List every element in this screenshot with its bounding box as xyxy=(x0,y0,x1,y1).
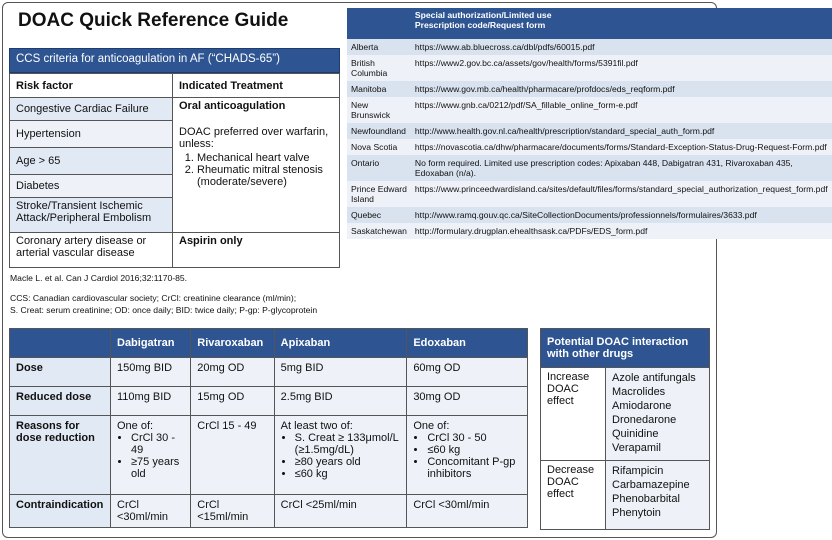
drug-item: Amiodarone xyxy=(612,400,672,412)
contraindication-value: CrCl <15ml/min xyxy=(191,495,274,528)
exception-item: 1. Mechanical heart valve xyxy=(197,152,333,164)
reason-item: • CrCl 30 - 49 xyxy=(131,432,184,456)
chads65-header: CCS criteria for anticoagulation in AF (“CHADS-65”) xyxy=(9,48,340,73)
drug-item: Azole antifungals xyxy=(612,372,696,384)
doac-dosing-table xyxy=(9,328,528,528)
risk-factor-header: Risk factor xyxy=(10,74,173,98)
reason-item: • S. Creat ≥ 133μmol/L (≥1.5mg/dL) xyxy=(295,432,401,456)
treatment-header: Indicated Treatment xyxy=(173,74,340,98)
province-name: Saskatchewan xyxy=(347,223,411,239)
reduced-dose-value: 15mg OD xyxy=(191,387,274,416)
province-name: Quebec xyxy=(347,207,411,223)
dose-value: 60mg OD xyxy=(407,358,528,387)
dose-header-blank xyxy=(10,329,111,358)
treatment-title: Oral anticoagulation xyxy=(179,100,286,112)
reasons-list xyxy=(413,432,521,480)
province-name: New Brunswick xyxy=(347,97,411,123)
reduced-dose-value: 30mg OD xyxy=(407,387,528,416)
interaction-header: Potential DOAC interaction with other drugs xyxy=(541,329,710,368)
citation: Macle L. et al. Can J Cardiol 2016;32:1170-85. xyxy=(10,273,188,283)
province-name: Newfoundland xyxy=(347,123,411,139)
dose-row-label: Dose xyxy=(10,358,111,387)
province-name: Manitoba xyxy=(347,81,411,97)
province-form-link[interactable]: http://www.health.gov.nl.ca/health/prescription/standard_special_auth_form.pdf xyxy=(411,123,832,139)
reduced-dose-value: 2.5mg BID xyxy=(274,387,407,416)
oral-anticoagulation-cell xyxy=(173,98,340,233)
drug-header-dabigatran: Dabigatran xyxy=(111,329,191,358)
treatment-exceptions xyxy=(179,152,333,188)
contraindication-value: CrCl <25ml/min xyxy=(274,495,407,528)
dabigatran-reasons xyxy=(111,416,191,495)
drug-item: Quinidine xyxy=(612,428,659,440)
dose-value: 20mg OD xyxy=(191,358,274,387)
reason-item: • ≤60 kg xyxy=(295,468,401,480)
contraindication-value: CrCl <30ml/min xyxy=(407,495,528,528)
dose-value: 150mg BID xyxy=(111,358,191,387)
apixaban-reasons xyxy=(274,416,407,495)
province-form-link[interactable]: https://www.ab.bluecross.ca/dbl/pdfs/60015.pdf xyxy=(411,39,832,55)
drug-item: Rifampicin xyxy=(612,465,664,477)
exception-item: 2. Rheumatic mitral stenosis (moderate/severe) xyxy=(197,164,333,188)
drug-header-apixaban: Apixaban xyxy=(274,329,407,358)
contraindication-value: CrCl <30ml/min xyxy=(111,495,191,528)
references xyxy=(10,272,345,316)
doac-interaction-table xyxy=(540,328,710,530)
risk-factor-item: Stroke/Transient Ischemic Attack/Peripheral Embolism xyxy=(10,198,173,233)
province-name: Alberta xyxy=(347,39,411,55)
decrease-drug-list xyxy=(606,461,710,530)
province-form-link[interactable]: http://www.ramq.gouv.qc.ca/SiteCollectionDocuments/professionnels/formulaires/3633.pdf xyxy=(411,207,832,223)
province-form-info: No form required. Limited use prescription codes: Apixaban 448, Dabigatran 431, Rivaroxaban 435, Edoxaban (n/a). xyxy=(411,155,832,181)
auth-header-blank xyxy=(347,8,411,39)
province-name: British Columbia xyxy=(347,55,411,81)
reason-item: • Concomitant P-gp inhibitors xyxy=(427,456,521,480)
reasons-list xyxy=(117,432,184,480)
drug-header-rivaroxaban: Rivaroxaban xyxy=(191,329,274,358)
increase-drug-list xyxy=(606,368,710,461)
drug-item: Phenobarbital xyxy=(612,493,680,505)
auth-header-line-2: Prescription code/Request form xyxy=(414,20,546,30)
province-form-link[interactable]: https://www.princeedwardisland.ca/sites/default/files/forms/standard_special_authorization_request_form.pdf xyxy=(411,181,832,207)
risk-factor-item: Diabetes xyxy=(10,175,173,198)
edoxaban-reasons xyxy=(407,416,528,495)
reasons-intro: One of: xyxy=(117,420,154,432)
auth-header-line-1: Special authorization/Limited use xyxy=(414,10,552,20)
abbreviations-line-2: S. Creat: serum creatinine; OD: once daily; BID: twice daily; P-gp: P-glycoprotein xyxy=(10,305,318,315)
drug-item: Dronedarone xyxy=(612,414,677,426)
drug-item: Macrolides xyxy=(612,386,666,398)
province-form-link[interactable]: https://novascotia.ca/dhw/pharmacare/documents/forms/Standard-Exception-Status-Drug-Request-Form.pdf xyxy=(411,139,832,155)
province-name: Ontario xyxy=(347,155,411,181)
authorization-table xyxy=(347,8,832,239)
dose-value: 5mg BID xyxy=(274,358,407,387)
contraindication-label: Contraindication xyxy=(10,495,111,528)
risk-factor-item: Age > 65 xyxy=(10,148,173,175)
drug-item: Phenytoin xyxy=(612,507,661,519)
reason-item: • ≥75 years old xyxy=(131,456,184,480)
reasons-intro: At least two of: xyxy=(280,420,353,432)
cad-treatment: Aspirin only xyxy=(173,233,340,268)
rivaroxaban-reasons: CrCl 15 - 49 xyxy=(191,416,274,495)
risk-factor-item: Congestive Cardiac Failure xyxy=(10,98,173,121)
reasons-intro: One of: xyxy=(413,420,450,432)
province-form-link[interactable]: https://www.gov.mb.ca/health/pharmacare/profdocs/eds_reqform.pdf xyxy=(411,81,832,97)
reason-item: • ≥80 years old xyxy=(295,456,401,468)
risk-factor-item: Hypertension xyxy=(10,121,173,148)
treatment-preference: DOAC preferred over warfarin, unless: xyxy=(179,126,329,150)
cad-risk-factor: Coronary artery disease or arterial vascular disease xyxy=(10,233,173,268)
chads65-table xyxy=(9,73,340,268)
chads65-panel xyxy=(9,48,340,268)
reduced-dose-label: Reduced dose xyxy=(10,387,111,416)
increase-effect-label: Increase DOAC effect xyxy=(541,368,606,461)
province-form-link[interactable]: https://www.gnb.ca/0212/pdf/SA_fillable_online_form-e.pdf xyxy=(411,97,832,123)
province-name: Prince Edward Island xyxy=(347,181,411,207)
auth-header xyxy=(411,8,832,39)
reason-item: • ≤60 kg xyxy=(427,444,521,456)
decrease-effect-label: Decrease DOAC effect xyxy=(541,461,606,530)
reasons-list xyxy=(281,432,401,480)
drug-item: Verapamil xyxy=(612,442,661,454)
page-title: DOAC Quick Reference Guide xyxy=(18,10,289,31)
reduced-dose-value: 110mg BID xyxy=(111,387,191,416)
reduction-reasons-label: Reasons for dose reduction xyxy=(10,416,111,495)
province-form-link[interactable]: http://formulary.drugplan.ehealthsask.ca/PDFs/EDS_form.pdf xyxy=(411,223,832,239)
drug-header-edoxaban: Edoxaban xyxy=(407,329,528,358)
abbreviations-line-1: CCS: Canadian cardiovascular society; CrCl: creatinine clearance (ml/min); xyxy=(10,293,297,303)
province-name: Nova Scotia xyxy=(347,139,411,155)
reason-item: • CrCl 30 - 50 xyxy=(427,432,521,444)
province-form-link[interactable]: https://www2.gov.bc.ca/assets/gov/health/forms/5391fil.pdf xyxy=(411,55,832,81)
drug-item: Carbamazepine xyxy=(612,479,690,491)
